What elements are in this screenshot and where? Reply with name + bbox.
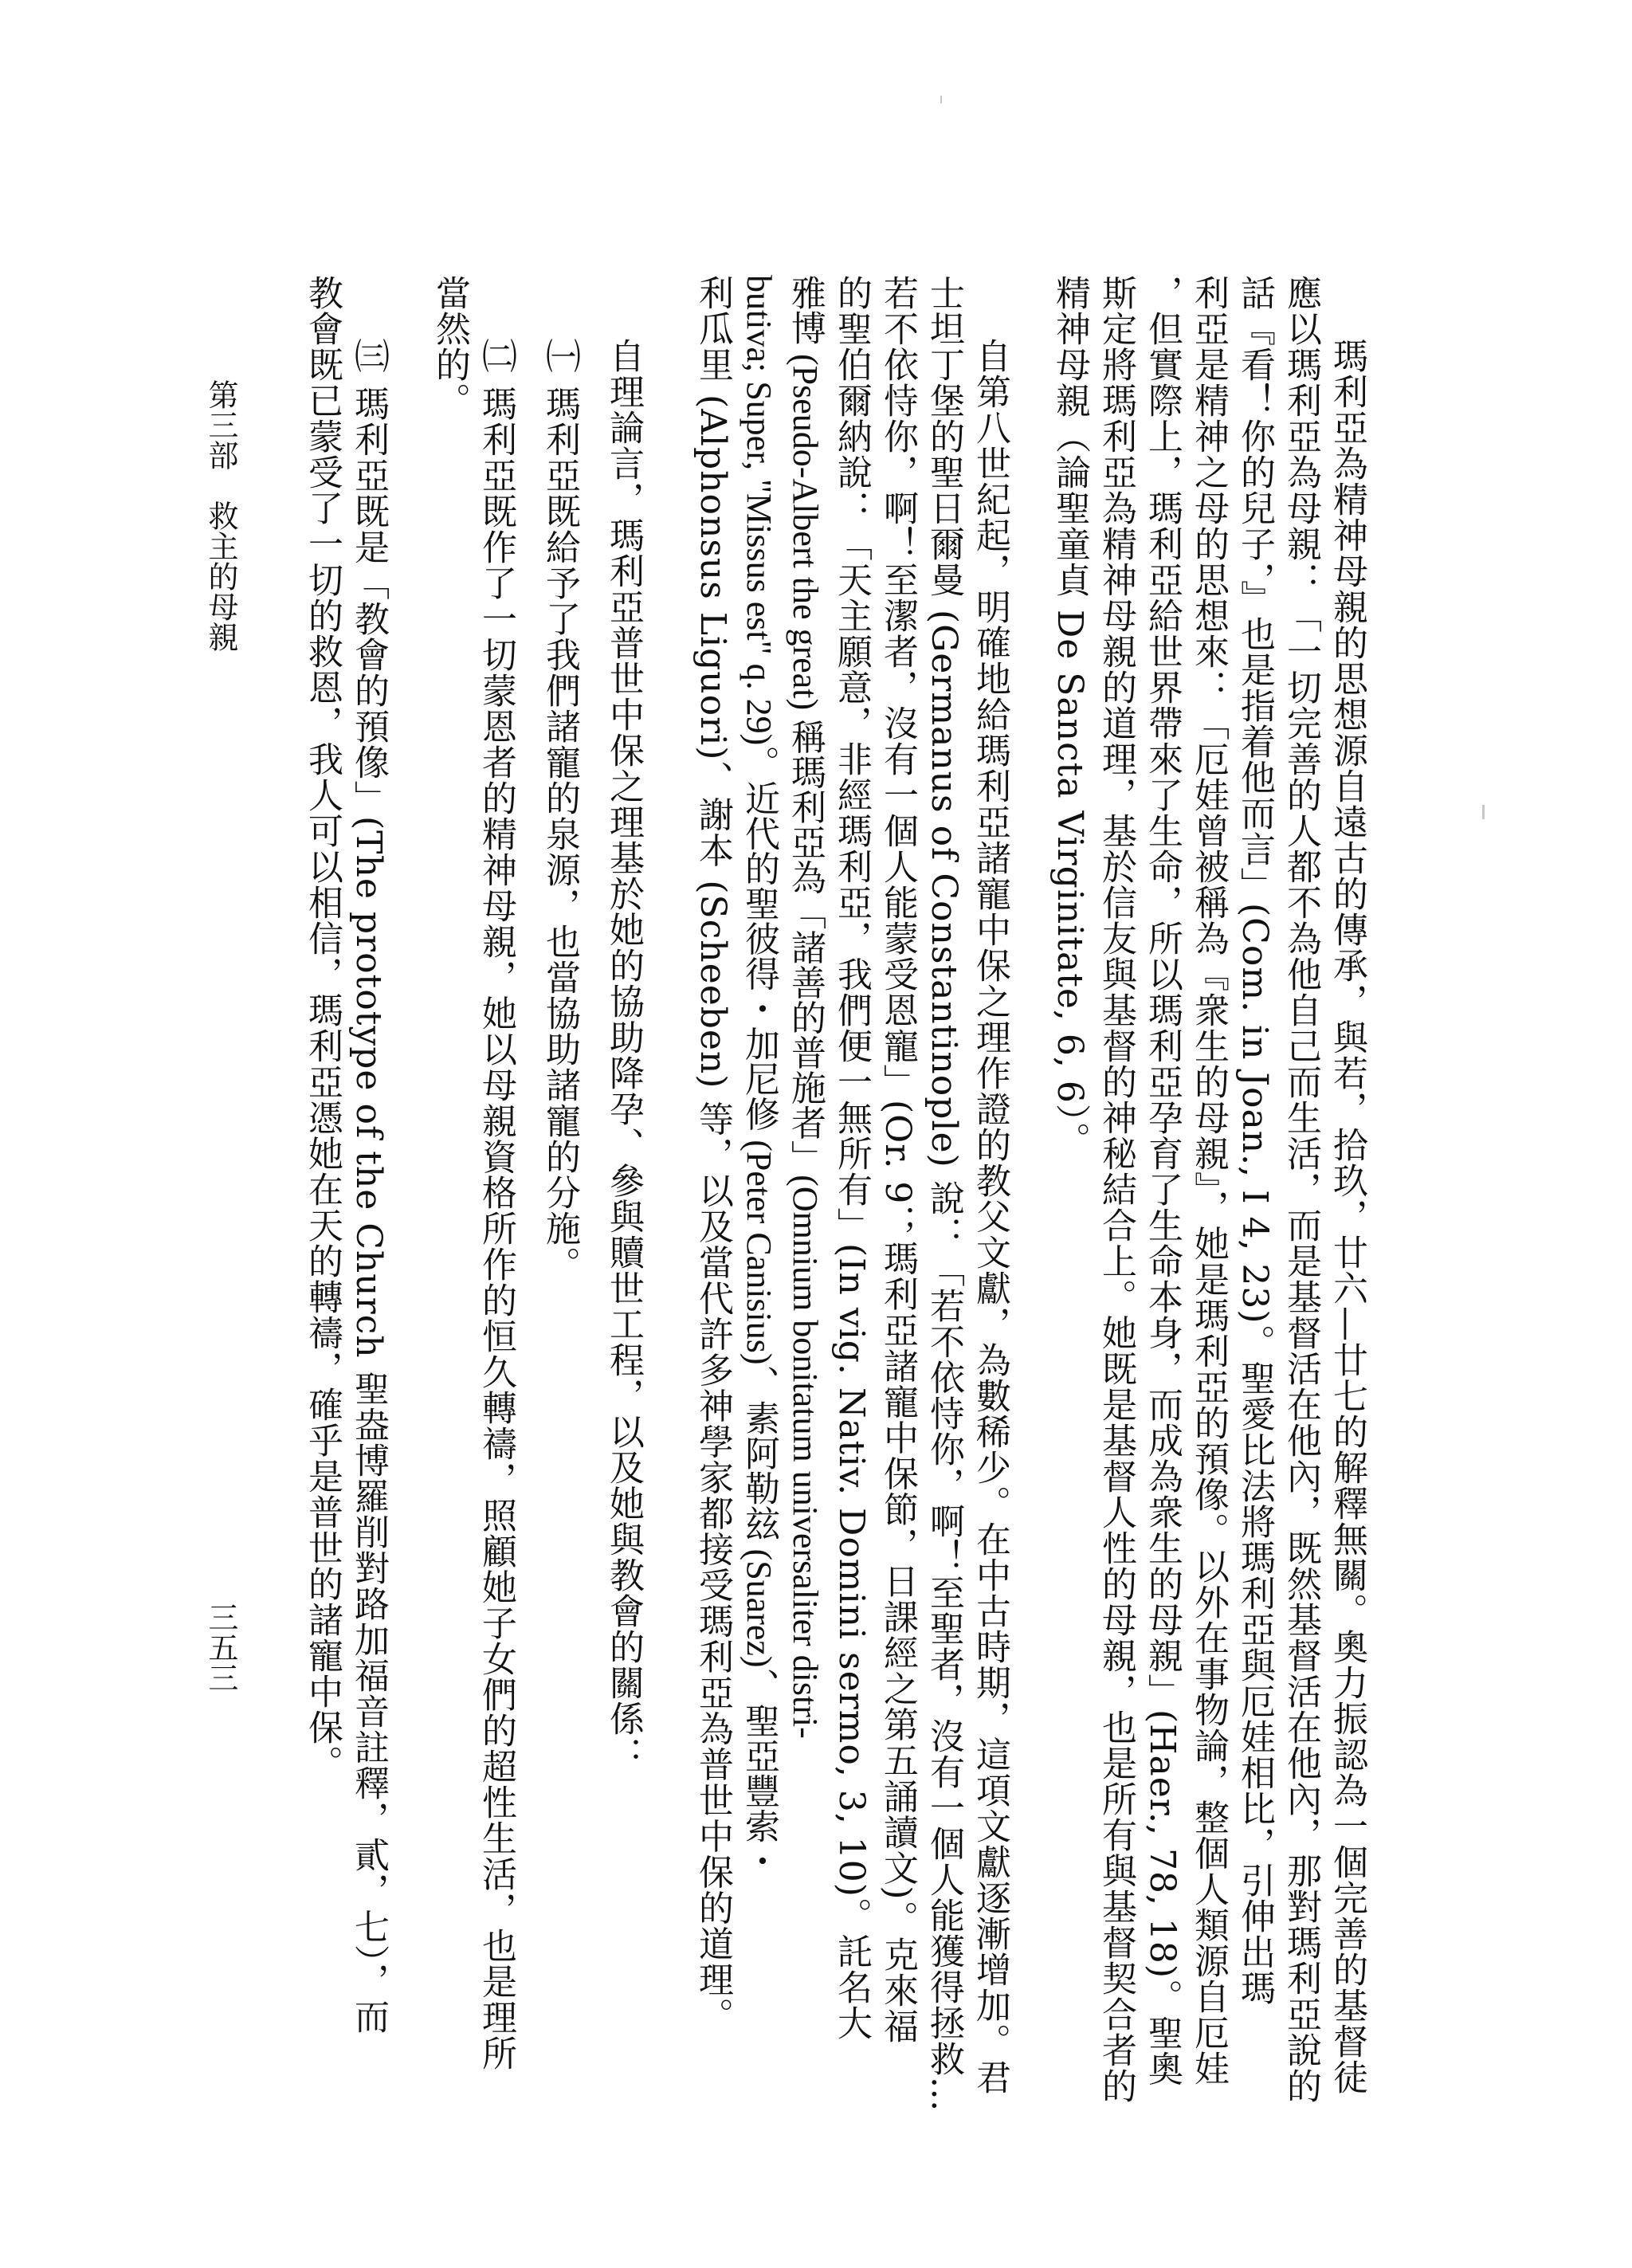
text-column: ㈢ 瑪利亞既是「教會的預像」(The prototype of the Church 聖盎博羅削對路加福音註釋，貳，七），而	[348, 338, 389, 2035]
text-column: ㈠ 瑪利亞既給予了我們諸寵的泉源，也當協助諸寵的分施。	[539, 338, 580, 1282]
scan-mark	[1482, 805, 1485, 819]
text-column: 自理論言，瑪利亞普世中保之理基於她的協助降孕、參與贖世工程，以及她與教會的關係：	[603, 338, 644, 1772]
text-column: 利瓜里 (Alphonsus Liguori)、謝本 (Scheeben) 等，以及當代許多神學家都接受瑪利亞為普世中保的道理。	[692, 275, 733, 2034]
running-head: 第三部 救主的母親	[203, 379, 238, 652]
text-column: ㈡ 瑪利亞既作了一切蒙恩者的精神母親，她以母親資格所作的恒久轉禱，照顧她子女們的超性生活，也是理所	[476, 338, 516, 2071]
page-number: 三五三	[203, 1602, 238, 1693]
text-column: ，但實際上，瑪利亞給世界帶來了生命，所以瑪利亞孕育了生命本身，而成為衆生的母親」(Haer., 78, 18)。聖奧	[1142, 275, 1183, 2087]
text-column: 自第八世紀起，明確地給瑪利亞諸寵中保之理作證的教父文獻，為數稀少。在中古時期，這項文獻逐漸增加。君	[970, 338, 1010, 2095]
text-column: butiva; Super, "Missus est" q. 29)。近代的聖彼得・加尼修 (Peter Canisius)、素阿勒玆 (Suarez)、聖亞豐索・	[740, 275, 779, 1878]
text-column: 斯定將瑪利亞為精神母親的道理，基於信友與基督的神秘結合上。她既是基督人性的母親，也是所有與基督契合者的	[1096, 275, 1136, 2104]
scan-mark	[940, 96, 942, 104]
text-column: 話『看！你的兒子，』也是指着他而言」(Com. in Joan., I 4, 23)。聖愛比法將瑪利亞與厄娃相比，引伸出瑪	[1234, 275, 1275, 2006]
text-column: 精神母親（論聖童貞 De Sancta Virginitate, 6, 6）。	[1049, 275, 1090, 1158]
text-column: 教會既已蒙受了一切的救恩，我人可以相信，瑪利亞憑她在天的轉禱，確乎是普世的諸寵中保。	[302, 275, 343, 1781]
text-column: 應以瑪利亞為母親：「一切完善的人都不為他自己而生活，而是基督活在他內，既然基督活在他內，那對瑪利亞說的	[1281, 275, 1321, 2104]
text-column: 的聖伯爾納說：「天主願意，非經瑪利亞，我們便一無所有」(In vig. Nativ. Domini sermo, 3, 10)。託名大	[831, 275, 872, 2041]
text-column: 士坦丁堡的聖日爾曼 (Germanus of Constantinople) 說：「若不依恃你，啊！至聖者，沒有一個人能獲得拯救…	[924, 275, 964, 2113]
text-column: 利亞是精神之母的思想來：「厄娃曾被稱為『衆生的母親』，她是瑪利亞的預像。以外在事物論，整個人類源自厄娃	[1188, 275, 1229, 2086]
text-column: 若不依恃你，啊！至潔者，沒有一個人能蒙受恩寵」(Or. 9；瑪利亞諸寵中保節，日課經之第五誦讀文)。克來福	[877, 275, 918, 2044]
text-column: 瑪利亞為精神母親的思想源自遠古的傳承，與若，拾玖，廿六—廿七的解釋無關。奧力振認為一個完善的基督徒	[1327, 338, 1367, 2095]
text-column: 雅博 (Pseudo-Albert the great) 稱瑪利亞為「諸善的普施者」(Omnium bonitatum universaliter distri-	[786, 275, 825, 1739]
text-column: 當然的。	[430, 275, 470, 418]
